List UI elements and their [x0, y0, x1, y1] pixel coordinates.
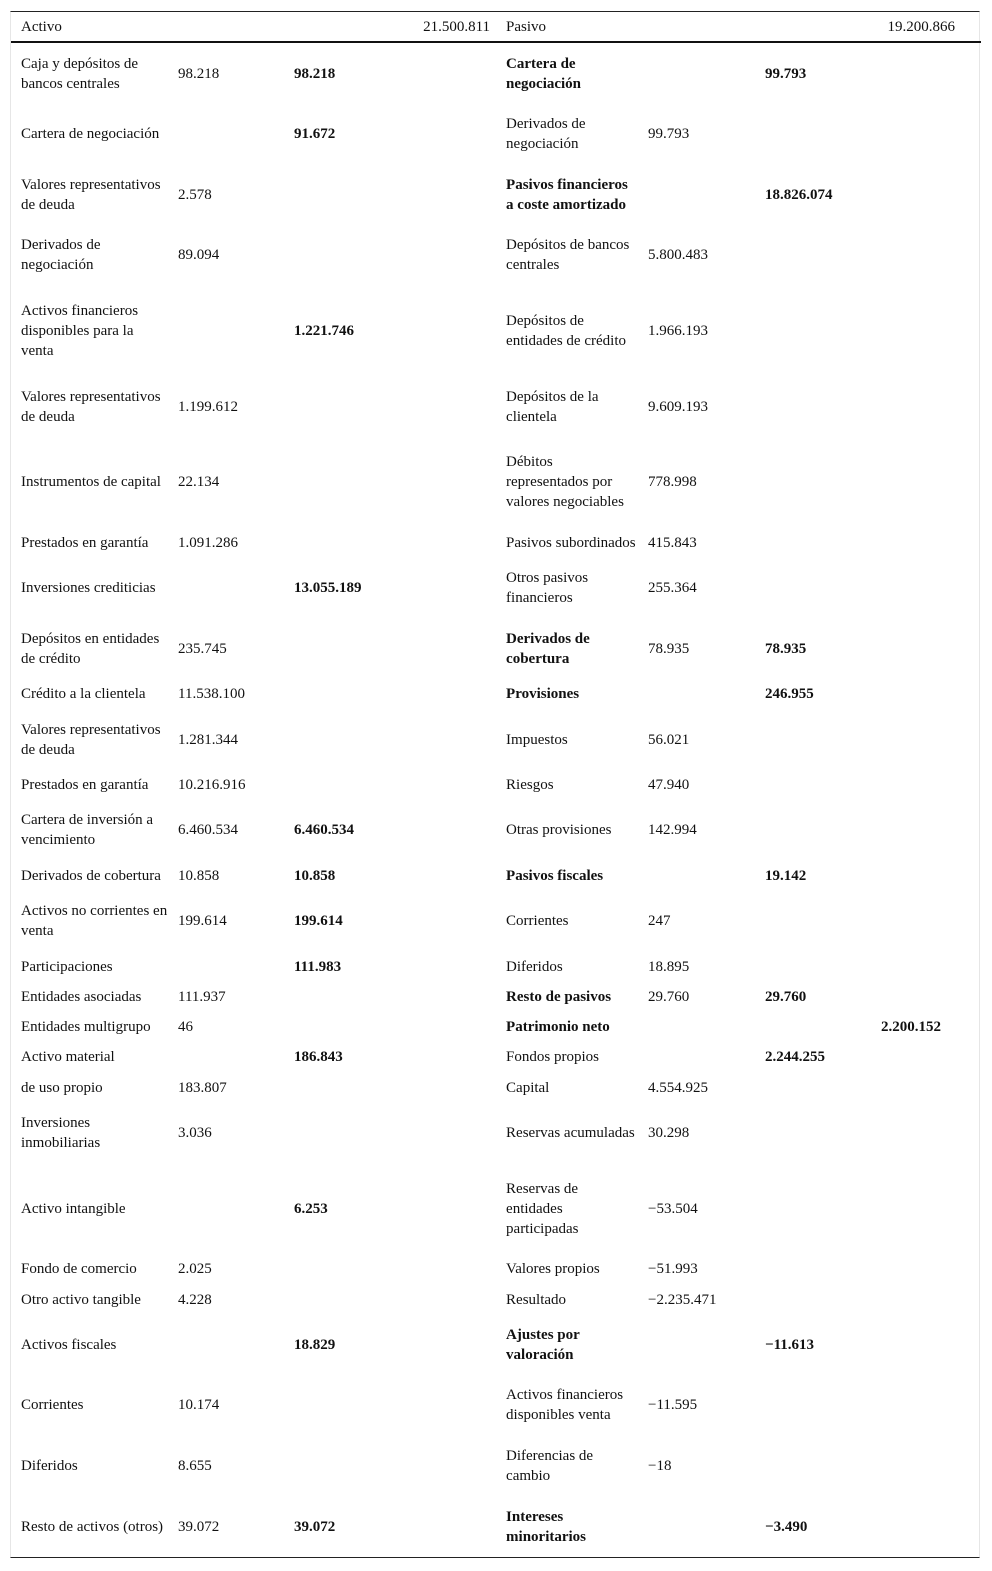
pasivo-subtotal [755, 104, 871, 165]
spacer [396, 891, 496, 952]
spacer [396, 861, 496, 891]
activo-value: 1.281.344 [178, 731, 238, 748]
activo-label: Activos fiscales [21, 1336, 117, 1353]
pasivo-total [871, 891, 981, 952]
activo-label: Activo intangible [21, 1200, 126, 1217]
activo-subtotal: 13.055.189 [294, 580, 362, 597]
pasivo-value: 4.554.925 [648, 1079, 709, 1096]
pasivo-label: Impuestos [506, 731, 568, 748]
spacer [396, 558, 496, 619]
pasivo-label: Activos financieros disponibles venta [506, 1387, 624, 1424]
pasivo-subtotal [755, 528, 871, 558]
activo-subtotal [284, 528, 396, 558]
pasivo-subtotal [755, 437, 871, 528]
table-row [11, 891, 981, 952]
activo-subtotal [284, 679, 396, 709]
activo-value: 6.460.534 [178, 822, 238, 839]
activo-value [168, 1315, 284, 1376]
activo-label: Cartera de inversión a vencimiento [21, 812, 154, 849]
activo-label: Prestados en garantía [21, 534, 149, 551]
table-row [11, 800, 981, 861]
spacer [396, 286, 496, 377]
pasivo-subtotal [755, 1012, 871, 1042]
pasivo-value: 1.966.193 [648, 323, 709, 340]
pasivo-header-label: Pasivo [496, 12, 638, 42]
activo-header-total: 21.500.811 [168, 12, 496, 42]
activo-label: Derivados de negociación [21, 237, 101, 274]
pasivo-value: 247 [648, 913, 671, 930]
pasivo-subtotal: −3.490 [765, 1518, 808, 1535]
activo-label: Activos no corrientes en venta [21, 903, 168, 940]
table-row [11, 1073, 981, 1103]
pasivo-label: Resto de pasivos [506, 988, 612, 1005]
table-row [11, 1042, 981, 1072]
activo-subtotal [284, 770, 396, 800]
pasivo-value: 78.935 [648, 640, 690, 657]
spacer [396, 1103, 496, 1164]
activo-label: Prestados en garantía [21, 777, 149, 794]
activo-label: Depósitos en entidades de crédito [21, 630, 160, 667]
activo-label: Valores representativos de deuda [21, 176, 161, 213]
pasivo-total [871, 982, 981, 1012]
activo-value: 1.199.612 [178, 398, 238, 415]
pasivo-subtotal [755, 1284, 871, 1314]
activo-label: Activos financieros disponibles para la venta [21, 303, 139, 360]
table-row [11, 951, 981, 981]
pasivo-total [871, 951, 981, 981]
pasivo-value [638, 861, 755, 891]
activo-label: Participaciones [21, 958, 113, 975]
pasivo-subtotal [755, 1073, 871, 1103]
pasivo-label: Pasivos subordinados [506, 534, 636, 551]
pasivo-subtotal: 246.955 [765, 686, 814, 703]
spacer [396, 951, 496, 981]
pasivo-label: Depósitos de bancos centrales [506, 237, 630, 274]
pasivo-value [638, 1315, 755, 1376]
pasivo-subtotal: 99.793 [765, 65, 807, 82]
pasivo-label: Corrientes [506, 913, 569, 930]
activo-label: Cartera de negociación [21, 126, 160, 143]
spacer [396, 1042, 496, 1072]
table-row [11, 376, 981, 437]
pasivo-label: Reservas de entidades participadas [506, 1180, 579, 1237]
pasivo-total [871, 42, 981, 104]
pasivo-subtotal [755, 1436, 871, 1497]
pasivo-subtotal: 29.760 [765, 988, 807, 1005]
pasivo-total [871, 1496, 981, 1557]
activo-label: Derivados de cobertura [21, 867, 161, 884]
activo-value: 111.937 [178, 988, 226, 1005]
activo-subtotal: 39.072 [294, 1518, 336, 1535]
activo-value: 235.745 [178, 640, 227, 657]
activo-subtotal: 199.614 [294, 913, 343, 930]
table-row [11, 1254, 981, 1284]
activo-label: Inversiones crediticias [21, 580, 156, 597]
pasivo-value: 18.895 [648, 958, 690, 975]
pasivo-value: 255.364 [648, 580, 697, 597]
pasivo-value: 99.793 [648, 126, 690, 143]
activo-value: 10.216.916 [178, 777, 246, 794]
activo-subtotal [284, 225, 396, 286]
activo-subtotal: 91.672 [294, 126, 336, 143]
spacer [396, 376, 496, 437]
spacer [396, 770, 496, 800]
table-row [11, 619, 981, 680]
pasivo-label: Depósitos de entidades de crédito [506, 313, 626, 350]
pasivo-subtotal [755, 951, 871, 981]
pasivo-total [871, 1073, 981, 1103]
activo-label: Instrumentos de capital [21, 474, 161, 491]
pasivo-total [871, 1254, 981, 1284]
pasivo-total [871, 1284, 981, 1314]
spacer [396, 1163, 496, 1254]
activo-subtotal: 98.218 [294, 65, 336, 82]
pasivo-value: 5.800.483 [648, 247, 709, 264]
pasivo-total [871, 619, 981, 680]
table-row [11, 1012, 981, 1042]
pasivo-value: 30.298 [648, 1125, 690, 1142]
activo-value [168, 951, 284, 981]
pasivo-total [871, 528, 981, 558]
table-row [11, 225, 981, 286]
pasivo-value: 778.998 [648, 474, 697, 491]
pasivo-value: −2.235.471 [648, 1291, 717, 1308]
table-row [11, 861, 981, 891]
activo-label: Fondo de comercio [21, 1261, 137, 1278]
pasivo-subtotal: 18.826.074 [765, 186, 833, 203]
activo-value: 2.578 [178, 186, 212, 203]
pasivo-value: 47.940 [648, 777, 690, 794]
pasivo-subtotal [755, 709, 871, 770]
table-row [11, 1163, 981, 1254]
pasivo-subtotal [755, 770, 871, 800]
activo-value: 46 [178, 1019, 193, 1036]
pasivo-label: Resultado [506, 1291, 567, 1308]
table-row [11, 1103, 981, 1164]
activo-label: Entidades multigrupo [21, 1019, 151, 1036]
table-row [11, 42, 981, 104]
pasivo-value [638, 679, 755, 709]
spacer [396, 225, 496, 286]
activo-value: 98.218 [178, 65, 220, 82]
pasivo-value: 29.760 [648, 988, 690, 1005]
activo-value: 89.094 [178, 247, 220, 264]
pasivo-subtotal: −11.613 [765, 1336, 815, 1353]
pasivo-subtotal [755, 376, 871, 437]
pasivo-label: Depósitos de la clientela [506, 388, 599, 425]
pasivo-label: Derivados de negociación [506, 116, 586, 153]
pasivo-total [871, 1163, 981, 1254]
spacer [396, 982, 496, 1012]
activo-value [168, 558, 284, 619]
pasivo-subtotal [755, 891, 871, 952]
activo-value: 183.807 [178, 1079, 227, 1096]
pasivo-label: Otras provisiones [506, 822, 612, 839]
activo-subtotal [284, 165, 396, 226]
activo-subtotal [284, 1436, 396, 1497]
pasivo-total [871, 861, 981, 891]
pasivo-subtotal [755, 800, 871, 861]
pasivo-label: Diferidos [506, 958, 563, 975]
activo-label: Diferidos [21, 1458, 78, 1474]
table-row [11, 770, 981, 800]
pasivo-value [638, 1012, 755, 1042]
activo-subtotal: 6.253 [294, 1200, 328, 1217]
pasivo-subtotal: 78.935 [765, 640, 807, 657]
pasivo-value: −51.993 [648, 1261, 698, 1278]
activo-subtotal [284, 1375, 396, 1436]
pasivo-total [871, 1103, 981, 1164]
pasivo-total [871, 286, 981, 377]
pasivo-label: Provisiones [506, 686, 580, 703]
pasivo-subtotal [755, 1163, 871, 1254]
activo-label: Valores representativos de deuda [21, 388, 161, 425]
pasivo-total [871, 376, 981, 437]
pasivo-label: Valores propios [506, 1261, 600, 1278]
activo-value: 10.858 [178, 867, 220, 884]
table-row [11, 1284, 981, 1314]
pasivo-label: Cartera de negociación [506, 55, 582, 92]
activo-subtotal [284, 1254, 396, 1284]
pasivo-value: −11.595 [648, 1397, 698, 1414]
activo-value: 199.614 [178, 913, 227, 930]
spacer [396, 528, 496, 558]
spacer [396, 42, 496, 104]
table-body [11, 42, 981, 1557]
activo-subtotal [284, 437, 396, 528]
pasivo-label: Débitos representados por valores negociables [506, 454, 624, 511]
activo-value: 10.174 [178, 1397, 220, 1414]
table-row [11, 679, 981, 709]
balance-sheet [10, 11, 980, 1558]
pasivo-value [638, 165, 755, 226]
activo-subtotal: 6.460.534 [294, 822, 354, 839]
activo-label: Otro activo tangible [21, 1291, 141, 1308]
activo-subtotal: 1.221.746 [294, 323, 354, 340]
activo-header-label: Activo [11, 12, 168, 42]
pasivo-total [871, 1436, 981, 1497]
pasivo-total [871, 1375, 981, 1436]
pasivo-label: Pasivos fiscales [506, 867, 604, 884]
pasivo-value: 142.994 [648, 822, 697, 839]
spacer [396, 1315, 496, 1376]
spacer [396, 437, 496, 528]
activo-subtotal [284, 376, 396, 437]
activo-label: de uso propio [21, 1079, 103, 1096]
spacer [396, 165, 496, 226]
pasivo-total [871, 1315, 981, 1376]
activo-subtotal [284, 1103, 396, 1164]
pasivo-label: Riesgos [506, 777, 554, 794]
activo-value [168, 286, 284, 377]
pasivo-label: Pasivos financieros a coste amortizado [506, 176, 628, 213]
activo-subtotal [284, 1012, 396, 1042]
table-row [11, 982, 981, 1012]
table-row [11, 437, 981, 528]
activo-label: Activo material [21, 1049, 115, 1066]
pasivo-value: −53.504 [648, 1200, 698, 1217]
spacer [396, 104, 496, 165]
pasivo-label: Otros pasivos financieros [506, 570, 589, 607]
pasivo-subtotal: 19.142 [765, 867, 807, 884]
pasivo-subtotal [755, 558, 871, 619]
pasivo-subtotal [755, 1375, 871, 1436]
pasivo-subtotal [755, 225, 871, 286]
spacer [396, 800, 496, 861]
spacer [396, 1254, 496, 1284]
activo-subtotal [284, 709, 396, 770]
pasivo-total: 2.200.152 [881, 1019, 942, 1036]
table-row [11, 104, 981, 165]
spacer [396, 679, 496, 709]
activo-subtotal [284, 619, 396, 680]
pasivo-total [871, 1042, 981, 1072]
pasivo-total [871, 165, 981, 226]
pasivo-label: Fondos propios [506, 1049, 599, 1066]
table-row [11, 1375, 981, 1436]
pasivo-subtotal: 2.244.255 [765, 1049, 826, 1066]
activo-value: 1.091.286 [178, 534, 238, 551]
pasivo-value [638, 1496, 755, 1557]
pasivo-label: Intereses minoritarios [506, 1508, 587, 1545]
activo-label: Resto de activos (otros) [21, 1518, 164, 1535]
spacer [396, 1436, 496, 1497]
pasivo-total [871, 800, 981, 861]
activo-label: Inversiones inmobiliarias [21, 1115, 101, 1152]
activo-value: 2.025 [178, 1261, 212, 1278]
pasivo-subtotal [755, 1254, 871, 1284]
pasivo-label: Ajustes por valoración [506, 1326, 580, 1363]
table-row [11, 528, 981, 558]
pasivo-value [638, 42, 755, 104]
activo-subtotal [284, 1073, 396, 1103]
activo-subtotal: 18.829 [294, 1336, 336, 1353]
table-row [11, 558, 981, 619]
activo-value: 11.538.100 [178, 686, 245, 703]
pasivo-subtotal [755, 1103, 871, 1164]
spacer [396, 1375, 496, 1436]
pasivo-label: Patrimonio neto [506, 1019, 610, 1036]
activo-value: 3.036 [178, 1125, 212, 1142]
activo-value [168, 104, 284, 165]
pasivo-value: 56.021 [648, 731, 690, 748]
activo-value: 22.134 [178, 474, 220, 491]
table-row [11, 1496, 981, 1557]
activo-value: 8.655 [178, 1458, 212, 1474]
activo-label: Entidades asociadas [21, 988, 142, 1005]
balance-table [11, 12, 981, 1557]
table-row [11, 165, 981, 226]
activo-value: 4.228 [178, 1291, 212, 1308]
pasivo-total [871, 558, 981, 619]
activo-label: Corrientes [21, 1397, 84, 1414]
spacer [396, 1496, 496, 1557]
pasivo-value: 415.843 [648, 534, 697, 551]
pasivo-subtotal [755, 286, 871, 377]
spacer [396, 1073, 496, 1103]
activo-label: Crédito a la clientela [21, 686, 146, 703]
activo-label: Valores representativos de deuda [21, 721, 161, 758]
header-row [11, 12, 981, 42]
pasivo-total [871, 437, 981, 528]
activo-subtotal: 10.858 [294, 867, 336, 884]
spacer [396, 619, 496, 680]
activo-subtotal [284, 1284, 396, 1314]
spacer [396, 709, 496, 770]
pasivo-header-total: 19.200.866 [638, 12, 981, 42]
table-row [11, 1315, 981, 1376]
pasivo-total [871, 225, 981, 286]
pasivo-total [871, 770, 981, 800]
pasivo-total [871, 709, 981, 770]
spacer [396, 1284, 496, 1314]
pasivo-value: 9.609.193 [648, 398, 709, 415]
pasivo-total [871, 104, 981, 165]
pasivo-label: Capital [506, 1079, 550, 1096]
table-row [11, 286, 981, 377]
pasivo-total [871, 679, 981, 709]
activo-value [168, 1042, 284, 1072]
activo-label: Caja y depósitos de bancos centrales [21, 55, 139, 92]
pasivo-value: −18 [648, 1458, 672, 1474]
table-row [11, 709, 981, 770]
activo-subtotal: 111.983 [294, 958, 342, 975]
activo-subtotal: 186.843 [294, 1049, 343, 1066]
activo-value: 39.072 [178, 1518, 220, 1535]
pasivo-label: Diferencias de cambio [506, 1448, 594, 1484]
activo-subtotal [284, 982, 396, 1012]
pasivo-label: Derivados de cobertura [506, 630, 590, 667]
pasivo-value [638, 1042, 755, 1072]
pasivo-label: Reservas acumuladas [506, 1125, 635, 1142]
table-row [11, 1436, 981, 1497]
activo-value [168, 1163, 284, 1254]
spacer [396, 1012, 496, 1042]
